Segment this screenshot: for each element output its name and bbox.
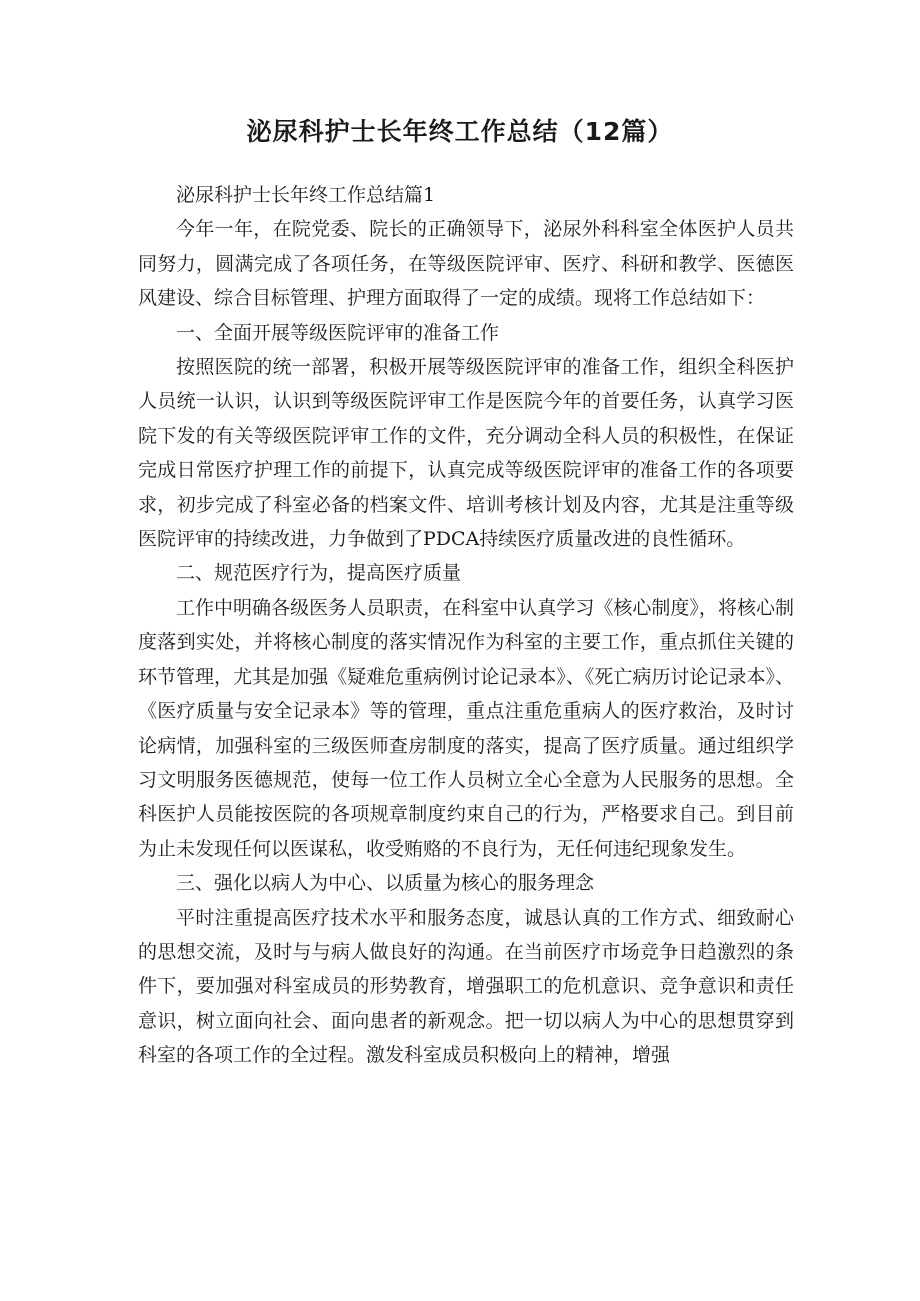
section-heading: 二、规范医疗行为，提高医疗质量 xyxy=(176,562,462,585)
section-heading: 三、强化以病人为中心、以质量为核心的服务理念 xyxy=(176,872,595,895)
document-body xyxy=(138,178,794,1073)
paragraph: 平时注重提高医疗技术水平和服务态度，诚恳认真的工作方式、细致耐心的思想交流，及时与与病人做良好的沟通。在当前医疗市场竞争日趋激烈的条件下，要加强对科室成员的形势教育，增强职工的危机意识、竞争意识和责任意识，树立面向社会、面向患者的新观念。把一切以病人为中心的思想贯穿到科室的各项工作的全过程。激发科室成员积极向上的精神，增强 xyxy=(138,906,794,1067)
section-heading: 一、全面开展等级医院评审的准备工作 xyxy=(176,321,500,344)
section-heading: 泌尿科护士长年终工作总结篇1 xyxy=(176,184,436,206)
paragraph: 工作中明确各级医务人员职责，在科室中认真学习《核心制度》，将核心制度落到实处，并将核心制度的落实情况作为科室的主要工作，重点抓住关键的环节管理，尤其是加强《疑难危重病例讨论记录本》、《死亡病历讨论记录本》、《医疗质量与安全记录本》等的管理，重点注重危重病人的医疗救治，及时讨论病情，加强科室的三级医师查房制度的落实，提高了医疗质量。通过组织学习文明服务医德规范，使每一位工作人员树立全心全意为人民服务的思想。全科医护人员能按医院的各项规章制度约束自己的行为，严格要求自己。到目前为止未发现任何以医谋私，收受贿赂的不良行为，无任何违纪现象发生。 xyxy=(138,596,794,860)
document-title: 泌尿科护士长年终工作总结（12篇） xyxy=(246,117,674,146)
paragraph: 按照医院的统一部署，积极开展等级医院评审的准备工作，组织全科医护人员统一认识，认识到等级医院评审工作是医院今年的首要任务，认真学习医院下发的有关等级医院评审工作的文件，充分调动全科人员的积极性，在保证完成日常医疗护理工作的前提下，认真完成等级医院评审的准备工作的各项要求，初步完成了科室必备的档案文件、培训考核计划及内容，尤其是注重等级医院评审的持续改进，力争做到了PDCA持续医疗质量改进的良性循环。 xyxy=(138,356,794,551)
paragraph-intro: 今年一年，在院党委、院长的正确领导下，泌尿外科科室全体医护人员共同努力，圆满完成了各项任务，在等级医院评审、医疗、科研和教学、医德医风建设、综合目标管理、护理方面取得了一定的成绩。现将工作总结如下： xyxy=(138,218,794,310)
